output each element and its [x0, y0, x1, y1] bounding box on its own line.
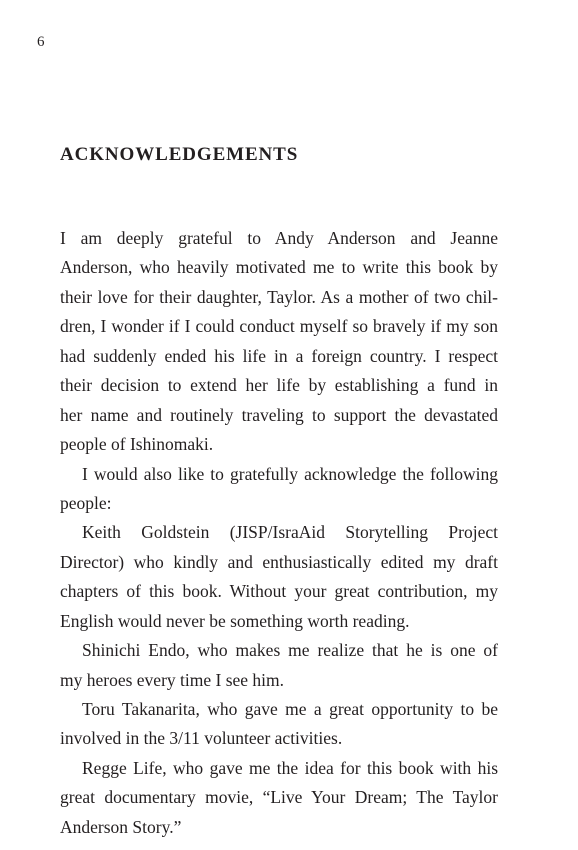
page-title: ACKNOWLEDGEMENTS — [60, 144, 299, 165]
body-text — [60, 224, 498, 842]
text-line: people of Ishinomaki. — [60, 434, 214, 455]
text-line: Regge Life, who gave me the idea for this book with his — [82, 757, 498, 778]
text-line: their decision to extend her life by establishing a fund in — [60, 375, 498, 396]
text-line: I would also like to gratefully acknowledge the following — [82, 463, 498, 484]
text-line: great documentary movie, “Live Your Dream; The Taylor — [60, 787, 498, 808]
text-line: Director) who kindly and enthusiastically edited my draft — [60, 551, 498, 572]
text-line: her name and routinely traveling to support the devastated — [60, 404, 498, 425]
text-line: my heroes every time I see him. — [60, 669, 285, 690]
page-number: 6 — [37, 34, 45, 50]
text-line: chapters of this book. Without your great contribution, my — [60, 581, 498, 602]
text-line: involved in the 3/11 volunteer activities. — [60, 728, 343, 749]
text-line: Keith Goldstein (JISP/IsraAid Storytelling Project — [82, 522, 498, 543]
text-line: I am deeply grateful to Andy Anderson and Jeanne — [60, 228, 498, 248]
text-line: Anderson Story.” — [60, 816, 182, 837]
text-line: Toru Takanarita, who gave me a great opportunity to be — [82, 699, 498, 719]
text-line: had suddenly ended his life in a foreign country. I respect — [60, 345, 498, 366]
text-line: English would never be something worth reading. — [60, 610, 410, 631]
text-line: Anderson, who heavily motivated me to write this book by — [60, 257, 498, 278]
text-line: Shinichi Endo, who makes me realize that he is one of — [82, 640, 498, 661]
text-line: their love for their daughter, Taylor. As a mother of two chil- — [60, 286, 498, 307]
text-line: people: — [60, 492, 112, 513]
text-line: dren, I wonder if I could conduct myself so bravely if my son — [60, 316, 498, 337]
